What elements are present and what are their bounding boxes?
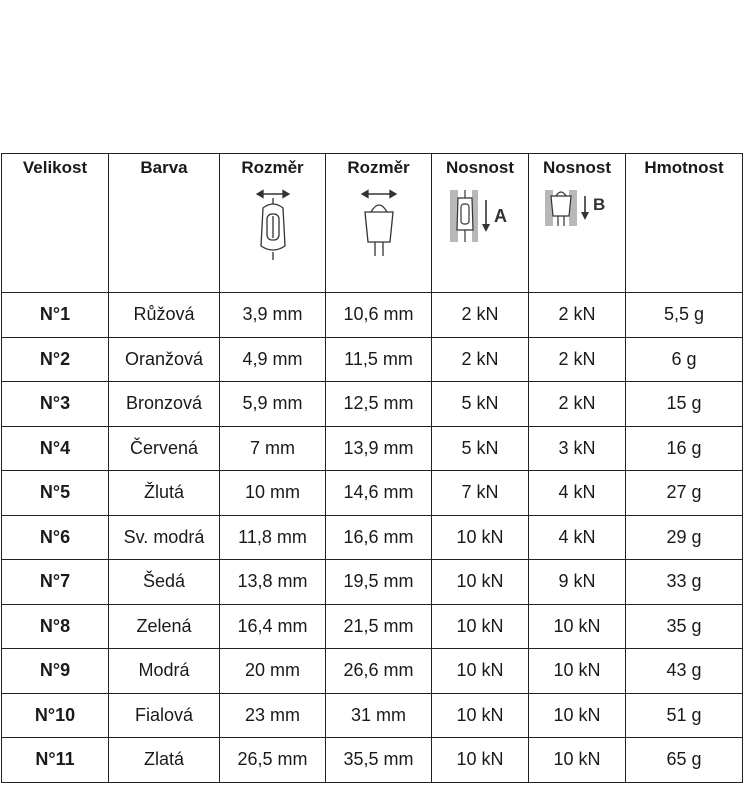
size-cell: N°9 xyxy=(2,649,109,694)
table-row xyxy=(2,337,743,382)
size-cell: N°6 xyxy=(2,515,109,560)
color-cell: Šedá xyxy=(109,560,220,605)
size-cell: N°4 xyxy=(2,426,109,471)
load-a-cell: 10 kN xyxy=(432,515,529,560)
dimension-2-cell: 10,6 mm xyxy=(326,293,432,338)
size-cell: N°10 xyxy=(2,693,109,738)
header-load-b xyxy=(529,154,626,293)
dimension-1-cell: 4,9 mm xyxy=(220,337,326,382)
load-a-cell: 2 kN xyxy=(432,293,529,338)
load-b-cell: 9 kN xyxy=(529,560,626,605)
header-label: Hmotnost xyxy=(644,158,724,177)
size-cell: N°2 xyxy=(2,337,109,382)
header-label: Rozměr xyxy=(241,158,304,177)
header-load-a xyxy=(432,154,529,293)
load-b-cell: 2 kN xyxy=(529,337,626,382)
dimension-2-cell: 35,5 mm xyxy=(326,738,432,783)
color-cell: Zlatá xyxy=(109,738,220,783)
color-cell: Sv. modrá xyxy=(109,515,220,560)
color-cell: Červená xyxy=(109,426,220,471)
header-label: Rozměr xyxy=(347,158,410,177)
load-a-cell: 10 kN xyxy=(432,738,529,783)
weight-cell: 6 g xyxy=(626,337,743,382)
dimension-2-cell: 12,5 mm xyxy=(326,382,432,427)
dimension-1-cell: 13,8 mm xyxy=(220,560,326,605)
dimension-2-cell: 11,5 mm xyxy=(326,337,432,382)
dimension-2-cell: 19,5 mm xyxy=(326,560,432,605)
load-b-cell: 10 kN xyxy=(529,649,626,694)
size-cell: N°5 xyxy=(2,471,109,516)
size-cell: N°3 xyxy=(2,382,109,427)
header-dimension-1 xyxy=(220,154,326,293)
size-cell: N°7 xyxy=(2,560,109,605)
weight-cell: 33 g xyxy=(626,560,743,605)
table-body xyxy=(2,293,743,783)
dimension-2-cell: 14,6 mm xyxy=(326,471,432,516)
weight-cell: 43 g xyxy=(626,649,743,694)
dimension-1-cell: 26,5 mm xyxy=(220,738,326,783)
load-a-cell: 10 kN xyxy=(432,604,529,649)
header-dimension-2 xyxy=(326,154,432,293)
load-b-cell: 2 kN xyxy=(529,293,626,338)
dimension-1-cell: 7 mm xyxy=(220,426,326,471)
header-label: Barva xyxy=(140,158,188,177)
table-row xyxy=(2,604,743,649)
load-b-cell: 10 kN xyxy=(529,738,626,783)
load-b-cell: 4 kN xyxy=(529,471,626,516)
weight-cell: 51 g xyxy=(626,693,743,738)
load-b-cell: 3 kN xyxy=(529,426,626,471)
load-b-cell: 10 kN xyxy=(529,604,626,649)
dimension-1-cell: 3,9 mm xyxy=(220,293,326,338)
weight-cell: 35 g xyxy=(626,604,743,649)
load-a-cell: 10 kN xyxy=(432,560,529,605)
weight-cell: 27 g xyxy=(626,471,743,516)
size-cell: N°8 xyxy=(2,604,109,649)
header-weight xyxy=(626,154,743,293)
weight-cell: 16 g xyxy=(626,426,743,471)
load-b-cell: 2 kN xyxy=(529,382,626,427)
dimension-1-cell: 5,9 mm xyxy=(220,382,326,427)
load-a-icon xyxy=(440,186,520,246)
size-cell: N°11 xyxy=(2,738,109,783)
header-label: Nosnost xyxy=(543,158,611,177)
load-b-letter: B xyxy=(593,195,606,214)
color-cell: Bronzová xyxy=(109,382,220,427)
table-row xyxy=(2,515,743,560)
color-cell: Oranžová xyxy=(109,337,220,382)
width-arrow-stopper-front-icon xyxy=(349,186,409,262)
header-label: Velikost xyxy=(22,158,88,177)
load-b-icon xyxy=(537,186,617,246)
load-b-cell: 4 kN xyxy=(529,515,626,560)
load-a-cell: 5 kN xyxy=(432,426,529,471)
weight-cell: 5,5 g xyxy=(626,293,743,338)
spec-table xyxy=(1,153,743,783)
color-cell: Růžová xyxy=(109,293,220,338)
load-a-cell: 5 kN xyxy=(432,382,529,427)
weight-cell: 65 g xyxy=(626,738,743,783)
table-row xyxy=(2,426,743,471)
load-a-cell: 10 kN xyxy=(432,693,529,738)
table-row xyxy=(2,649,743,694)
color-cell: Modrá xyxy=(109,649,220,694)
table-row xyxy=(2,560,743,605)
weight-cell: 29 g xyxy=(626,515,743,560)
load-a-cell: 7 kN xyxy=(432,471,529,516)
dimension-1-cell: 23 mm xyxy=(220,693,326,738)
dimension-1-cell: 10 mm xyxy=(220,471,326,516)
dimension-1-cell: 11,8 mm xyxy=(220,515,326,560)
width-arrow-stopper-side-icon xyxy=(243,186,303,262)
dimension-2-cell: 31 mm xyxy=(326,693,432,738)
dimension-2-cell: 16,6 mm xyxy=(326,515,432,560)
size-cell: N°1 xyxy=(2,293,109,338)
dimension-2-cell: 21,5 mm xyxy=(326,604,432,649)
weight-cell: 15 g xyxy=(626,382,743,427)
dimension-1-cell: 20 mm xyxy=(220,649,326,694)
header-size xyxy=(2,154,109,293)
dimension-2-cell: 13,9 mm xyxy=(326,426,432,471)
load-a-letter: A xyxy=(494,206,507,226)
header-label: Nosnost xyxy=(446,158,514,177)
load-a-cell: 10 kN xyxy=(432,649,529,694)
header-row xyxy=(2,154,743,293)
dimension-1-cell: 16,4 mm xyxy=(220,604,326,649)
color-cell: Žlutá xyxy=(109,471,220,516)
table-row xyxy=(2,738,743,783)
header-color xyxy=(109,154,220,293)
dimension-2-cell: 26,6 mm xyxy=(326,649,432,694)
color-cell: Fialová xyxy=(109,693,220,738)
load-b-cell: 10 kN xyxy=(529,693,626,738)
table-row xyxy=(2,693,743,738)
table-row xyxy=(2,382,743,427)
table-row xyxy=(2,471,743,516)
load-a-cell: 2 kN xyxy=(432,337,529,382)
table-row xyxy=(2,293,743,338)
color-cell: Zelená xyxy=(109,604,220,649)
